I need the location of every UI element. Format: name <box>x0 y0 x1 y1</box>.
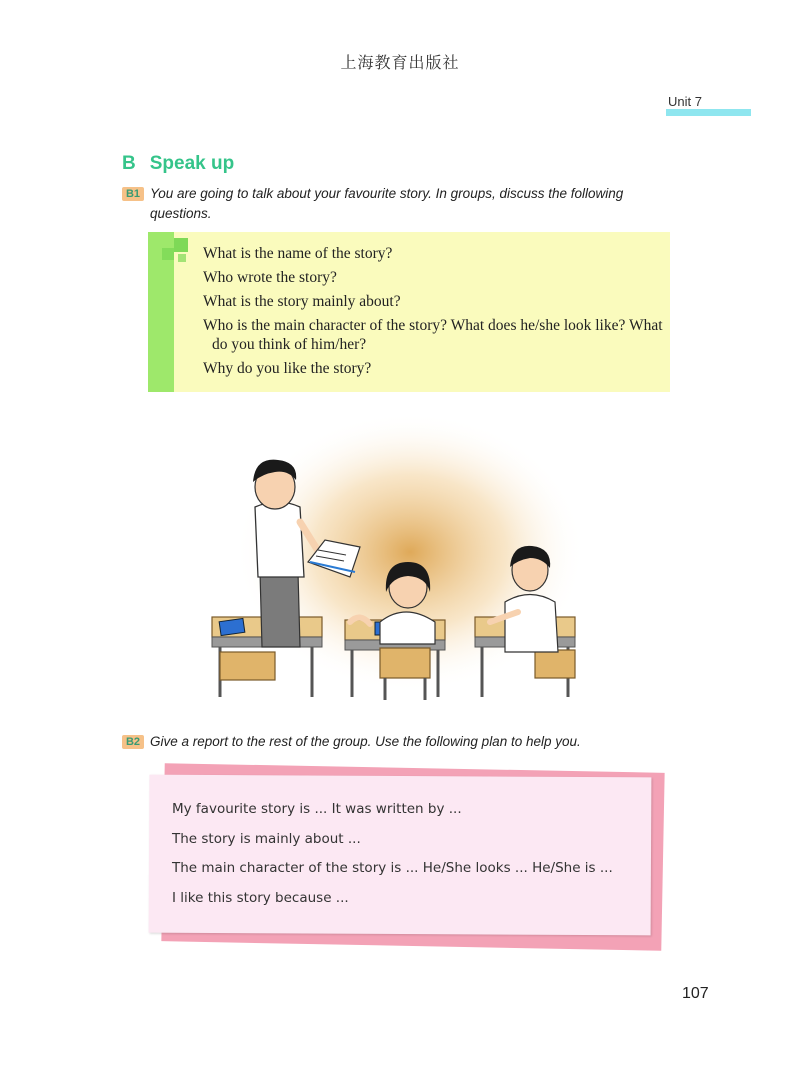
plan-line: The main character of the story is ... He/She looks ... He/She is ... <box>172 860 613 876</box>
section-title: Speak up <box>149 153 235 174</box>
plan-line: My favourite story is ... It was written by ... <box>172 801 462 817</box>
plan-line: I like this story because ... <box>172 889 349 906</box>
question-item: What is the name of the story? <box>203 245 393 262</box>
question-item: Why do you like the story? <box>203 360 372 377</box>
section-letter: B <box>122 153 136 174</box>
task-b1-instruction-line1: You are going to talk about your favourite story. In groups, discuss the following <box>150 186 624 201</box>
classroom-illustration <box>200 412 580 702</box>
task-badge-b2: B2 <box>122 735 144 749</box>
unit-accent-bar <box>666 109 751 116</box>
decorative-square <box>162 248 174 260</box>
task-b1-instruction <box>150 184 710 224</box>
task-b2-instruction: Give a report to the rest of the group. Use the following plan to help you. <box>150 734 581 749</box>
plan-line: The story is mainly about ... <box>172 830 361 847</box>
question-item: Who wrote the story? <box>203 269 337 286</box>
question-item: Who is the main character of the story? What does he/she look like? What do you think of him/her? <box>203 317 663 353</box>
questions-list <box>203 244 663 383</box>
task-badge-b1: B1 <box>122 187 144 201</box>
page-number: 107 <box>682 985 709 1002</box>
unit-label: Unit 7 <box>668 94 702 109</box>
publisher-name: 上海教育出版社 <box>340 53 460 72</box>
plan-lines <box>172 801 642 919</box>
task-b1-instruction-line2: questions. <box>150 206 212 221</box>
section-heading <box>122 153 234 175</box>
question-item: What is the story mainly about? <box>203 293 401 310</box>
decorative-square <box>178 254 186 262</box>
decorative-square <box>174 238 188 252</box>
